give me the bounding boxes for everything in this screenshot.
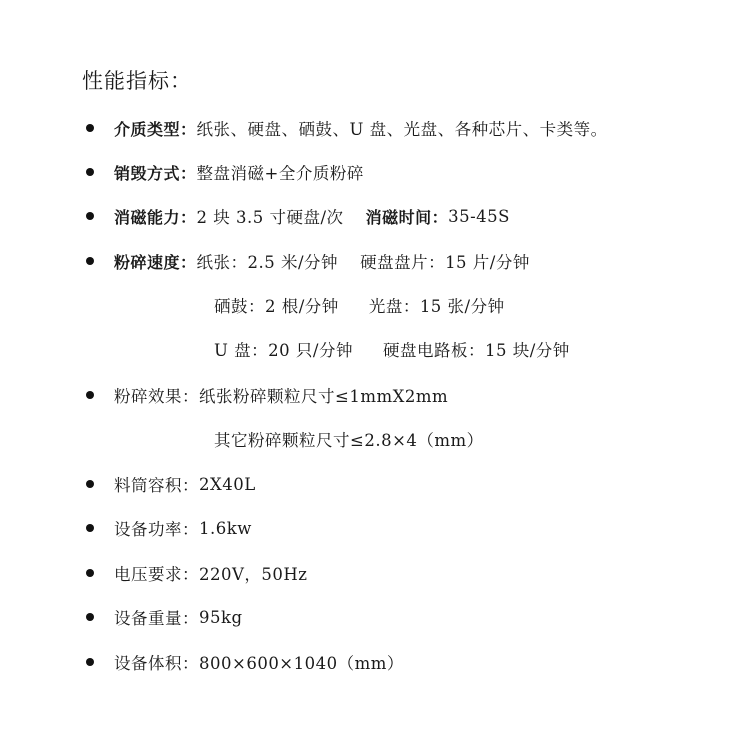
spec-value: 其它粉碎颗粒尺寸≤2.8×4（mm） [214,431,484,450]
spec-value-toner: 硒鼓：2 根/分钟 [214,297,339,316]
spec-value-disc: 光盘：15 张/分钟 [368,297,505,316]
spec-label: 粉碎速度： [114,252,197,272]
spec-value: 纸张粉碎颗粒尺寸≤1mmX2mm [199,387,449,406]
spec-value: 1.6kw [199,518,252,538]
spec-item-weight [86,602,243,632]
spec-label: 销毁方式： [114,163,197,183]
spec-item-media-type [86,113,608,143]
bullet-icon [86,524,94,532]
spec-item-shredding-effect [86,380,448,410]
bullet-icon [86,168,94,176]
bullet-icon [86,613,94,621]
spec-item-bin-capacity [86,469,256,499]
spec-label: 设备重量： [114,609,199,628]
spec-value: 800×600×1040（mm） [199,654,404,673]
bullet-icon [86,391,94,399]
spec-value-degauss-time: 35-45S [448,206,510,226]
spec-label: 电压要求： [114,565,199,584]
spec-item-dimensions [86,647,404,677]
bullet-icon [86,257,94,265]
spec-value-disk-platter: 硬盘盘片：15 片/分钟 [360,253,530,272]
spec-value-circuit-board: 硬盘电路板：15 块/分钟 [382,341,570,360]
spec-label: 设备体积： [114,654,199,673]
spec-subline-usb-circuit [214,334,570,364]
spec-label: 设备功率： [114,520,199,539]
spec-label-degauss-time: 消磁时间： [365,207,449,227]
bullet-icon [86,658,94,666]
spec-label: 粉碎效果： [114,387,199,406]
spec-subline-other-particles [214,424,484,454]
spec-label: 消磁能力： [114,207,197,227]
spec-item-shredding-speed [86,246,530,276]
spec-value: 纸张、硬盘、硒鼓、U 盘、光盘、各种芯片、卡类等。 [196,120,608,139]
spec-value: 2X40L [199,474,256,494]
spec-value: 220V，50Hz [199,565,308,584]
spec-value: 95kg [199,607,243,627]
spec-label: 料筒容积： [114,476,199,495]
spec-item-voltage [86,558,308,588]
spec-subline-toner-disc [214,290,505,320]
bullet-icon [86,569,94,577]
spec-item-degauss-capacity [86,201,510,231]
bullet-icon [86,124,94,132]
bullet-icon [86,212,94,220]
spec-value-paper: 纸张：2.5 米/分钟 [196,253,339,272]
spec-value: 整盘消磁+全介质粉碎 [196,164,364,183]
spec-value-usb: U 盘：20 只/分钟 [214,341,353,360]
spec-value: 2 块 3.5 寸硬盘/次 [196,208,344,227]
performance-heading: 性能指标： [82,69,192,93]
spec-item-destruction-method [86,157,364,187]
bullet-icon [86,480,94,488]
spec-item-power [86,513,252,543]
spec-label: 介质类型： [114,119,197,139]
